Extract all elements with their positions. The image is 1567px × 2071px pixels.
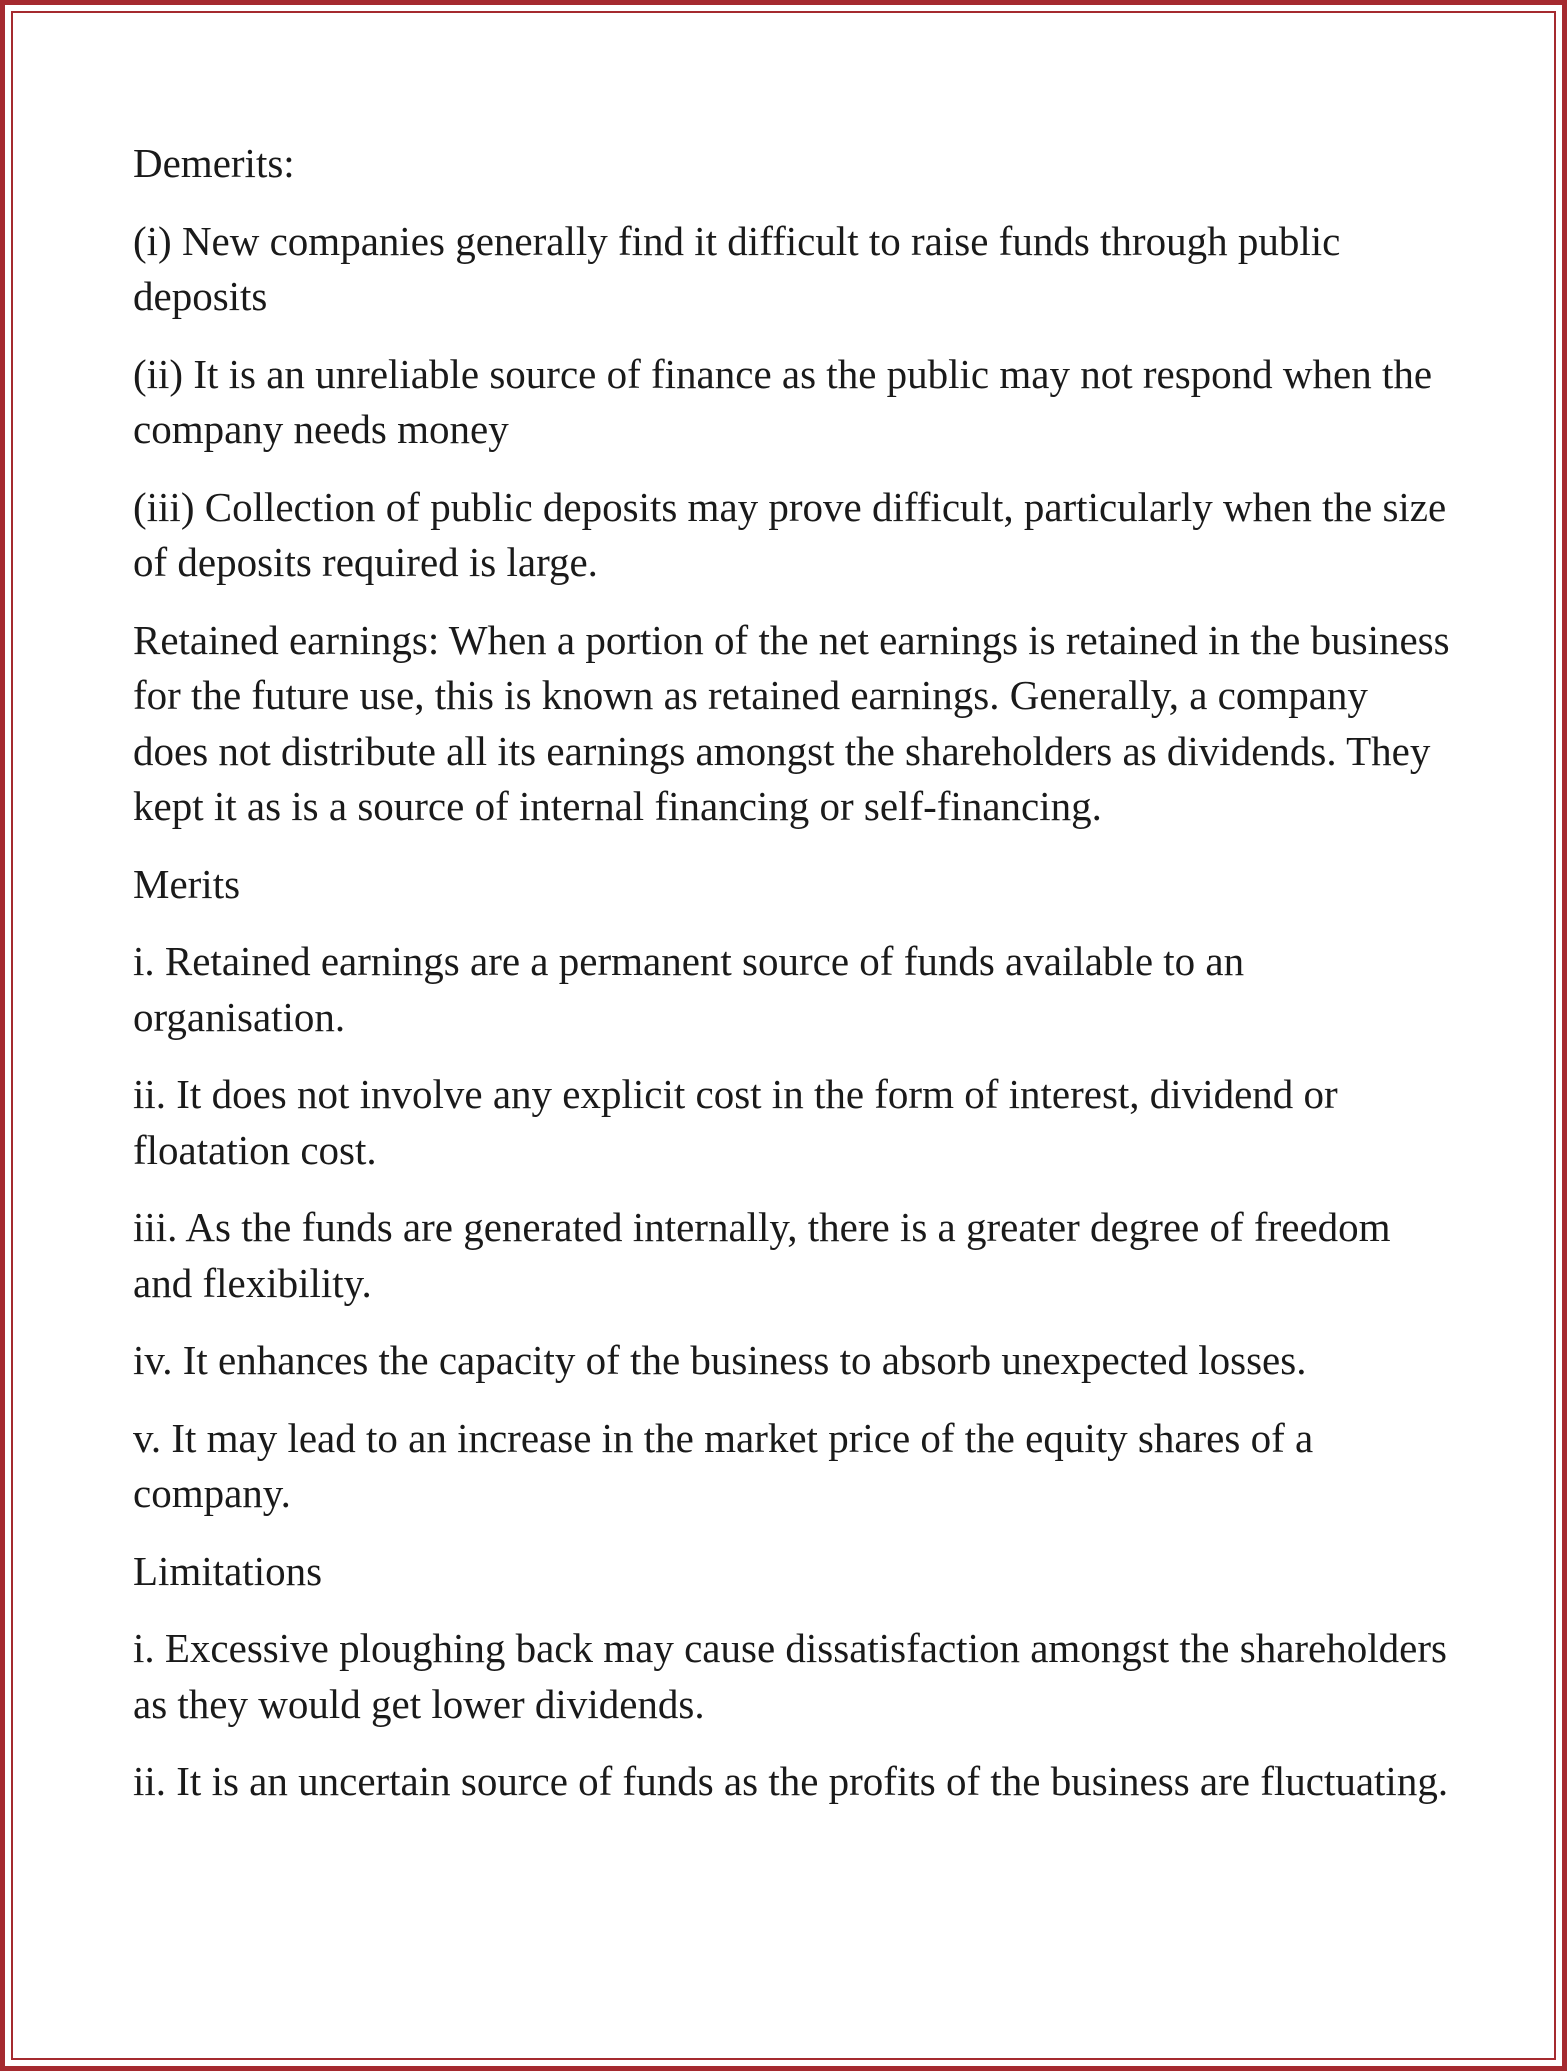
limitation-item-2: ii. It is an uncertain source of funds as the profits of the business are fluctuating.: [133, 1758, 1449, 1804]
limitations-heading: Limitations: [133, 1547, 323, 1594]
merit-item-2: ii. It does not involve any explicit cost in the form of interest, dividend or floatation cost.: [133, 1071, 1338, 1173]
demerits-heading: Demerits:: [133, 140, 295, 186]
merit-item-5: v. It may lead to an increase in the market price of the equity shares of a company.: [133, 1414, 1314, 1516]
demerit-item-2: (ii) It is an unreliable source of finance as the public may not respond when the company needs money: [133, 350, 1433, 452]
demerit-item-1: (i) New companies generally find it difficult to raise funds through public deposits: [133, 217, 1341, 319]
merit-item-3: iii. As the funds are generated internally, there is a greater degree of freedom and flexibility.: [133, 1204, 1391, 1306]
merit-item-4: iv. It enhances the capacity of the business to absorb unexpected losses.: [133, 1337, 1307, 1383]
limitation-item-1: i. Excessive ploughing back may cause dissatisfaction amongst the shareholders as they would get lower dividends.: [133, 1625, 1447, 1727]
demerit-item-3: (iii) Collection of public deposits may prove difficult, particularly when the size of deposits required is large.: [133, 483, 1447, 585]
retained-earnings-paragraph: Retained earnings: When a portion of the net earnings is retained in the business for the future use, this is known as retained earnings. Generally, a company does not distribute all its earnings amongst the shareholders as dividends. They kept it as is a source of internal financing or self-financing.: [133, 616, 1450, 829]
document-body: [133, 136, 1453, 1832]
merits-heading: Merits: [133, 860, 241, 907]
merit-item-1: i. Retained earnings are a permanent source of funds available to an organisation.: [133, 938, 1245, 1040]
